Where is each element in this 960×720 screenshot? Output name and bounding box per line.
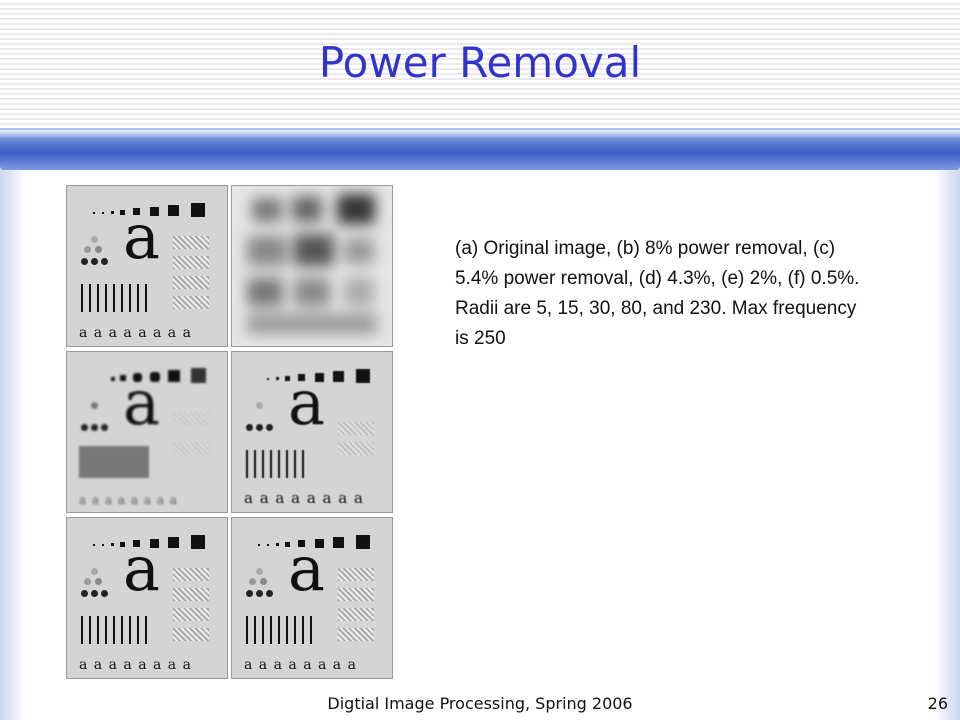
small-letters-row: a a a a a a a a <box>244 657 357 673</box>
panel-e-2pct: a a a a a a a a a <box>67 518 227 678</box>
small-letters-row: a a a a a a a a <box>79 493 178 507</box>
panel-c-5-4pct: a a a a a a a a a <box>67 352 227 512</box>
slide-footer: Digtial Image Processing, Spring 2006 <box>327 694 633 713</box>
title-divider-highlight <box>0 130 960 138</box>
small-letters-row: a a a a a a a a <box>79 325 192 341</box>
filter-result-figure <box>67 186 393 680</box>
panel-a-original <box>67 186 227 346</box>
left-gradient-edge <box>0 128 26 720</box>
slide-title: Power Removal <box>318 38 642 87</box>
panel-f-0-5pct: a a a a a a a a a <box>232 518 392 678</box>
small-letters-row: a a a a a a a a <box>244 489 364 507</box>
right-gradient-edge <box>934 128 960 720</box>
small-letters-row: a a a a a a a a <box>79 657 192 673</box>
large-letter-a: a <box>123 200 160 273</box>
slide-number: 26 <box>927 694 948 713</box>
panel-d-4-3pct: a a a a a a a a a <box>232 352 392 512</box>
panel-b-8pct <box>232 186 392 346</box>
figure-caption: (a) Original image, (b) 8% power removal, (c) 5.4% power removal, (d) 4.3%, (e) 2%, (f) 0.5%. Radii are 5, 15, 30, 80, and 230. Max frequency is 250 <box>455 238 860 349</box>
